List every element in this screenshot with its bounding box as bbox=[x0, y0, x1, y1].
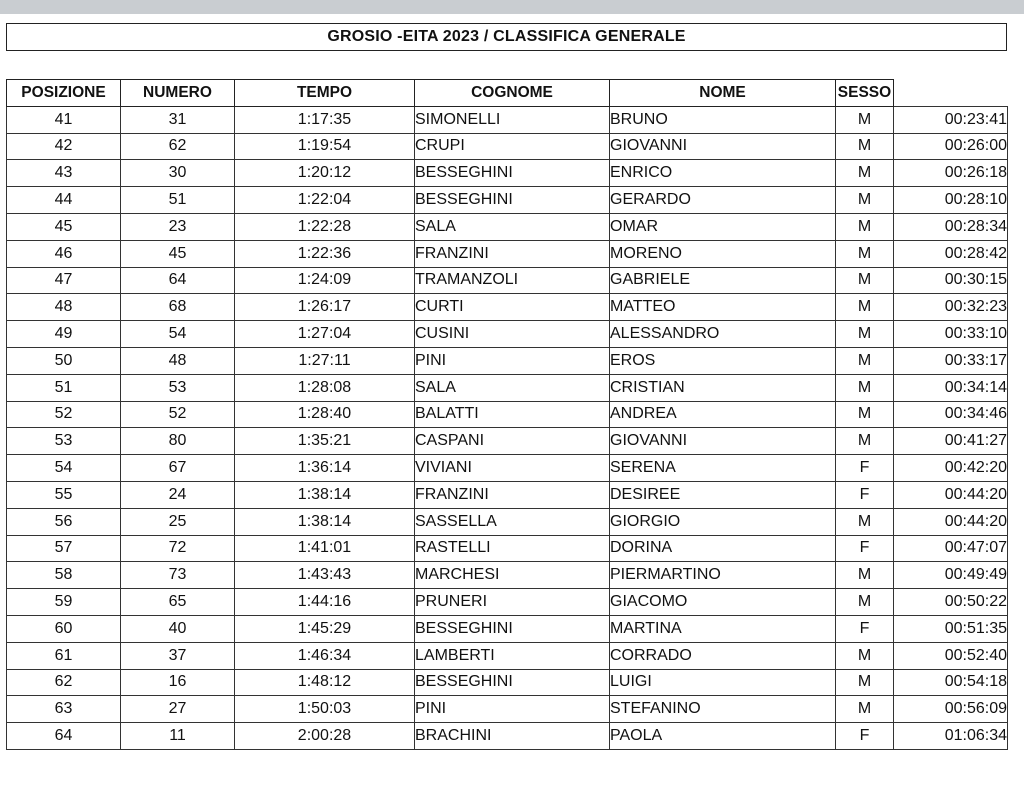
table-row bbox=[7, 187, 1008, 214]
page-title: GROSIO -EITA 2023 / CLASSIFICA GENERALE bbox=[6, 23, 1007, 51]
table-row bbox=[7, 321, 1008, 348]
nome-cell: PAOLA bbox=[610, 723, 836, 750]
table-row bbox=[7, 562, 1008, 589]
cognome-cell: FRANZINI bbox=[415, 240, 610, 267]
nome-cell: CRISTIAN bbox=[610, 374, 836, 401]
nome-cell: PIERMARTINO bbox=[610, 562, 836, 589]
cognome-cell: TRAMANZOLI bbox=[415, 267, 610, 294]
tempo-cell: 1:17:35 bbox=[235, 106, 415, 133]
numero-cell: 40 bbox=[121, 615, 235, 642]
cognome-cell: RASTELLI bbox=[415, 535, 610, 562]
sesso-cell: M bbox=[836, 213, 894, 240]
posizione-cell: 43 bbox=[7, 160, 121, 187]
numero-cell: 52 bbox=[121, 401, 235, 428]
sesso-cell: M bbox=[836, 133, 894, 160]
distacco-cell: 00:47:07 bbox=[894, 535, 1008, 562]
numero-cell: 54 bbox=[121, 321, 235, 348]
distacco-cell: 00:28:34 bbox=[894, 213, 1008, 240]
tempo-cell: 1:19:54 bbox=[235, 133, 415, 160]
col-header-posizione: POSIZIONE bbox=[7, 80, 121, 107]
tempo-cell: 1:24:09 bbox=[235, 267, 415, 294]
cognome-cell: BESSEGHINI bbox=[415, 187, 610, 214]
cognome-cell: VIVIANI bbox=[415, 455, 610, 482]
col-header-numero: NUMERO bbox=[121, 80, 235, 107]
tempo-cell: 2:00:28 bbox=[235, 723, 415, 750]
cognome-cell: BRACHINI bbox=[415, 723, 610, 750]
table-row bbox=[7, 294, 1008, 321]
distacco-cell: 00:32:23 bbox=[894, 294, 1008, 321]
cognome-cell: MARCHESI bbox=[415, 562, 610, 589]
distacco-cell: 00:26:00 bbox=[894, 133, 1008, 160]
posizione-cell: 42 bbox=[7, 133, 121, 160]
table-row bbox=[7, 589, 1008, 616]
cognome-cell: SIMONELLI bbox=[415, 106, 610, 133]
posizione-cell: 41 bbox=[7, 106, 121, 133]
tempo-cell: 1:28:40 bbox=[235, 401, 415, 428]
tempo-cell: 1:38:14 bbox=[235, 508, 415, 535]
numero-cell: 51 bbox=[121, 187, 235, 214]
tempo-cell: 1:22:04 bbox=[235, 187, 415, 214]
nome-cell: GIOVANNI bbox=[610, 133, 836, 160]
nome-cell: BRUNO bbox=[610, 106, 836, 133]
numero-cell: 73 bbox=[121, 562, 235, 589]
sesso-cell: M bbox=[836, 267, 894, 294]
nome-cell: LUIGI bbox=[610, 669, 836, 696]
sesso-cell: M bbox=[836, 669, 894, 696]
nome-cell: DORINA bbox=[610, 535, 836, 562]
nome-cell: OMAR bbox=[610, 213, 836, 240]
table-row bbox=[7, 481, 1008, 508]
nome-cell: DESIREE bbox=[610, 481, 836, 508]
distacco-cell: 01:06:34 bbox=[894, 723, 1008, 750]
nome-cell: SERENA bbox=[610, 455, 836, 482]
sesso-cell: F bbox=[836, 535, 894, 562]
numero-cell: 80 bbox=[121, 428, 235, 455]
nome-cell: GIACOMO bbox=[610, 589, 836, 616]
tempo-cell: 1:22:28 bbox=[235, 213, 415, 240]
col-header-nome: NOME bbox=[610, 80, 836, 107]
sesso-cell: M bbox=[836, 642, 894, 669]
distacco-cell: 00:28:10 bbox=[894, 187, 1008, 214]
numero-cell: 30 bbox=[121, 160, 235, 187]
nome-cell: ENRICO bbox=[610, 160, 836, 187]
sesso-cell: M bbox=[836, 160, 894, 187]
numero-cell: 48 bbox=[121, 347, 235, 374]
nome-cell: MORENO bbox=[610, 240, 836, 267]
cognome-cell: BESSEGHINI bbox=[415, 160, 610, 187]
distacco-cell: 00:51:35 bbox=[894, 615, 1008, 642]
numero-cell: 72 bbox=[121, 535, 235, 562]
table-row bbox=[7, 374, 1008, 401]
sesso-cell: M bbox=[836, 321, 894, 348]
posizione-cell: 56 bbox=[7, 508, 121, 535]
distacco-cell: 00:30:15 bbox=[894, 267, 1008, 294]
numero-cell: 68 bbox=[121, 294, 235, 321]
sesso-cell: F bbox=[836, 723, 894, 750]
sesso-cell: M bbox=[836, 187, 894, 214]
table-row bbox=[7, 160, 1008, 187]
distacco-cell: 00:23:41 bbox=[894, 106, 1008, 133]
posizione-cell: 64 bbox=[7, 723, 121, 750]
distacco-cell: 00:52:40 bbox=[894, 642, 1008, 669]
numero-cell: 37 bbox=[121, 642, 235, 669]
sesso-cell: M bbox=[836, 696, 894, 723]
sesso-cell: M bbox=[836, 562, 894, 589]
table-row bbox=[7, 347, 1008, 374]
posizione-cell: 63 bbox=[7, 696, 121, 723]
sesso-cell: M bbox=[836, 294, 894, 321]
numero-cell: 65 bbox=[121, 589, 235, 616]
posizione-cell: 53 bbox=[7, 428, 121, 455]
nome-cell: EROS bbox=[610, 347, 836, 374]
nome-cell: GABRIELE bbox=[610, 267, 836, 294]
posizione-cell: 46 bbox=[7, 240, 121, 267]
nome-cell: GIORGIO bbox=[610, 508, 836, 535]
distacco-cell: 00:33:10 bbox=[894, 321, 1008, 348]
posizione-cell: 49 bbox=[7, 321, 121, 348]
col-header-tempo: TEMPO bbox=[235, 80, 415, 107]
numero-cell: 45 bbox=[121, 240, 235, 267]
posizione-cell: 59 bbox=[7, 589, 121, 616]
sesso-cell: M bbox=[836, 401, 894, 428]
tempo-cell: 1:38:14 bbox=[235, 481, 415, 508]
tempo-cell: 1:46:34 bbox=[235, 642, 415, 669]
posizione-cell: 48 bbox=[7, 294, 121, 321]
table-row bbox=[7, 213, 1008, 240]
col-header-sesso: SESSO bbox=[836, 80, 894, 107]
table-row bbox=[7, 642, 1008, 669]
table-row bbox=[7, 696, 1008, 723]
numero-cell: 53 bbox=[121, 374, 235, 401]
cognome-cell: BESSEGHINI bbox=[415, 615, 610, 642]
posizione-cell: 47 bbox=[7, 267, 121, 294]
cognome-cell: CASPANI bbox=[415, 428, 610, 455]
distacco-cell: 00:54:18 bbox=[894, 669, 1008, 696]
table-row bbox=[7, 508, 1008, 535]
distacco-cell: 00:26:18 bbox=[894, 160, 1008, 187]
numero-cell: 23 bbox=[121, 213, 235, 240]
top-bar bbox=[0, 0, 1024, 14]
posizione-cell: 57 bbox=[7, 535, 121, 562]
distacco-cell: 00:50:22 bbox=[894, 589, 1008, 616]
sesso-cell: M bbox=[836, 347, 894, 374]
nome-cell: MARTINA bbox=[610, 615, 836, 642]
sesso-cell: M bbox=[836, 106, 894, 133]
table-row bbox=[7, 133, 1008, 160]
tempo-cell: 1:26:17 bbox=[235, 294, 415, 321]
posizione-cell: 45 bbox=[7, 213, 121, 240]
tempo-cell: 1:22:36 bbox=[235, 240, 415, 267]
distacco-cell: 00:28:42 bbox=[894, 240, 1008, 267]
numero-cell: 67 bbox=[121, 455, 235, 482]
table-row bbox=[7, 455, 1008, 482]
tempo-cell: 1:27:04 bbox=[235, 321, 415, 348]
cognome-cell: LAMBERTI bbox=[415, 642, 610, 669]
table-row bbox=[7, 106, 1008, 133]
results-body bbox=[7, 106, 1008, 749]
cognome-cell: SALA bbox=[415, 374, 610, 401]
sesso-cell: M bbox=[836, 428, 894, 455]
distacco-cell: 00:34:46 bbox=[894, 401, 1008, 428]
numero-cell: 62 bbox=[121, 133, 235, 160]
cognome-cell: SALA bbox=[415, 213, 610, 240]
posizione-cell: 54 bbox=[7, 455, 121, 482]
posizione-cell: 62 bbox=[7, 669, 121, 696]
posizione-cell: 61 bbox=[7, 642, 121, 669]
posizione-cell: 51 bbox=[7, 374, 121, 401]
posizione-cell: 60 bbox=[7, 615, 121, 642]
distacco-cell: 00:34:14 bbox=[894, 374, 1008, 401]
nome-cell: ANDREA bbox=[610, 401, 836, 428]
nome-cell: GERARDO bbox=[610, 187, 836, 214]
distacco-cell: 00:33:17 bbox=[894, 347, 1008, 374]
sesso-cell: F bbox=[836, 481, 894, 508]
sesso-cell: F bbox=[836, 615, 894, 642]
cognome-cell: CRUPI bbox=[415, 133, 610, 160]
numero-cell: 31 bbox=[121, 106, 235, 133]
posizione-cell: 52 bbox=[7, 401, 121, 428]
col-header-gap bbox=[894, 80, 1008, 107]
sesso-cell: M bbox=[836, 374, 894, 401]
numero-cell: 24 bbox=[121, 481, 235, 508]
distacco-cell: 00:44:20 bbox=[894, 481, 1008, 508]
table-row bbox=[7, 669, 1008, 696]
table-row bbox=[7, 428, 1008, 455]
cognome-cell: PRUNERI bbox=[415, 589, 610, 616]
sesso-cell: M bbox=[836, 240, 894, 267]
cognome-cell: SASSELLA bbox=[415, 508, 610, 535]
table-row bbox=[7, 615, 1008, 642]
cognome-cell: BESSEGHINI bbox=[415, 669, 610, 696]
tempo-cell: 1:41:01 bbox=[235, 535, 415, 562]
sesso-cell: F bbox=[836, 455, 894, 482]
numero-cell: 16 bbox=[121, 669, 235, 696]
table-row bbox=[7, 401, 1008, 428]
distacco-cell: 00:49:49 bbox=[894, 562, 1008, 589]
cognome-cell: BALATTI bbox=[415, 401, 610, 428]
nome-cell: ALESSANDRO bbox=[610, 321, 836, 348]
distacco-cell: 00:41:27 bbox=[894, 428, 1008, 455]
numero-cell: 27 bbox=[121, 696, 235, 723]
cognome-cell: PINI bbox=[415, 696, 610, 723]
cognome-cell: FRANZINI bbox=[415, 481, 610, 508]
tempo-cell: 1:43:43 bbox=[235, 562, 415, 589]
nome-cell: STEFANINO bbox=[610, 696, 836, 723]
sesso-cell: M bbox=[836, 589, 894, 616]
distacco-cell: 00:56:09 bbox=[894, 696, 1008, 723]
table-row bbox=[7, 240, 1008, 267]
cognome-cell: CUSINI bbox=[415, 321, 610, 348]
numero-cell: 64 bbox=[121, 267, 235, 294]
nome-cell: GIOVANNI bbox=[610, 428, 836, 455]
posizione-cell: 50 bbox=[7, 347, 121, 374]
nome-cell: MATTEO bbox=[610, 294, 836, 321]
col-header-cognome: COGNOME bbox=[415, 80, 610, 107]
posizione-cell: 44 bbox=[7, 187, 121, 214]
cognome-cell: CURTI bbox=[415, 294, 610, 321]
tempo-cell: 1:27:11 bbox=[235, 347, 415, 374]
sesso-cell: M bbox=[836, 508, 894, 535]
results-table bbox=[6, 79, 1008, 750]
tempo-cell: 1:36:14 bbox=[235, 455, 415, 482]
header-row bbox=[7, 80, 1008, 107]
nome-cell: CORRADO bbox=[610, 642, 836, 669]
tempo-cell: 1:20:12 bbox=[235, 160, 415, 187]
cognome-cell: PINI bbox=[415, 347, 610, 374]
posizione-cell: 55 bbox=[7, 481, 121, 508]
numero-cell: 11 bbox=[121, 723, 235, 750]
distacco-cell: 00:44:20 bbox=[894, 508, 1008, 535]
tempo-cell: 1:50:03 bbox=[235, 696, 415, 723]
table-row bbox=[7, 723, 1008, 750]
distacco-cell: 00:42:20 bbox=[894, 455, 1008, 482]
numero-cell: 25 bbox=[121, 508, 235, 535]
tempo-cell: 1:28:08 bbox=[235, 374, 415, 401]
tempo-cell: 1:48:12 bbox=[235, 669, 415, 696]
posizione-cell: 58 bbox=[7, 562, 121, 589]
tempo-cell: 1:44:16 bbox=[235, 589, 415, 616]
table-row bbox=[7, 535, 1008, 562]
table-row bbox=[7, 267, 1008, 294]
tempo-cell: 1:45:29 bbox=[235, 615, 415, 642]
tempo-cell: 1:35:21 bbox=[235, 428, 415, 455]
